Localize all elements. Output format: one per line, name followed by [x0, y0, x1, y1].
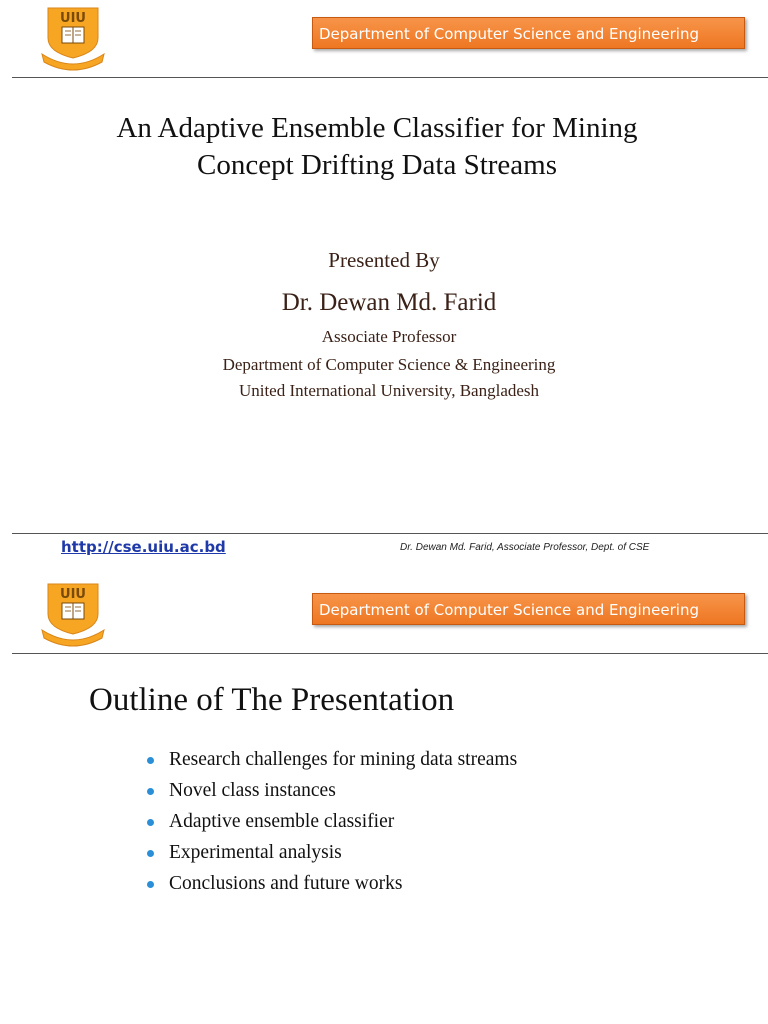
website-link[interactable]: http://cse.uiu.ac.bd: [61, 538, 226, 556]
header-divider: [12, 77, 768, 78]
list-item-text: Conclusions and future works: [169, 873, 403, 894]
bullet-icon: [147, 850, 154, 857]
list-item-text: Novel class instances: [169, 780, 336, 801]
svg-text:UIU: UIU: [60, 587, 86, 602]
uiu-logo: [40, 580, 106, 648]
header-divider: [12, 653, 768, 654]
list-item: [145, 747, 517, 778]
presenter-name: Dr. Dewan Md. Farid: [281, 289, 497, 316]
bullet-icon: [147, 757, 154, 764]
list-item: [145, 809, 517, 840]
list-item: [145, 840, 517, 871]
presentation-title: [40, 110, 714, 184]
list-item: [145, 778, 517, 809]
department-banner: Department of Computer Science and Engineering: [312, 593, 745, 625]
presented-by-label: Presented By: [328, 248, 440, 272]
outline-list: [145, 747, 517, 902]
svg-text:UIU: UIU: [60, 11, 86, 26]
list-item: [145, 871, 517, 902]
bullet-icon: [147, 881, 154, 888]
uiu-logo: [40, 4, 106, 72]
footer-note: Dr. Dewan Md. Farid, Associate Professor, Dept. of CSE: [400, 542, 650, 553]
outline-title: Outline of The Presentation: [89, 682, 455, 718]
presenter-university: United International University, Bangladesh: [238, 381, 540, 400]
presenter-position: Associate Professor: [321, 327, 457, 346]
title-line-1: An Adaptive Ensemble Classifier for Mining: [116, 112, 638, 144]
bullet-icon: [147, 788, 154, 795]
footer-divider: [12, 533, 768, 534]
department-banner: Department of Computer Science and Engineering: [312, 17, 745, 49]
title-line-2: Concept Drifting Data Streams: [197, 149, 557, 181]
list-item-text: Research challenges for mining data streams: [169, 749, 518, 770]
bullet-icon: [147, 819, 154, 826]
presenter-department: Department of Computer Science & Engineering: [222, 355, 556, 374]
list-item-text: Adaptive ensemble classifier: [169, 811, 395, 832]
list-item-text: Experimental analysis: [169, 842, 342, 863]
